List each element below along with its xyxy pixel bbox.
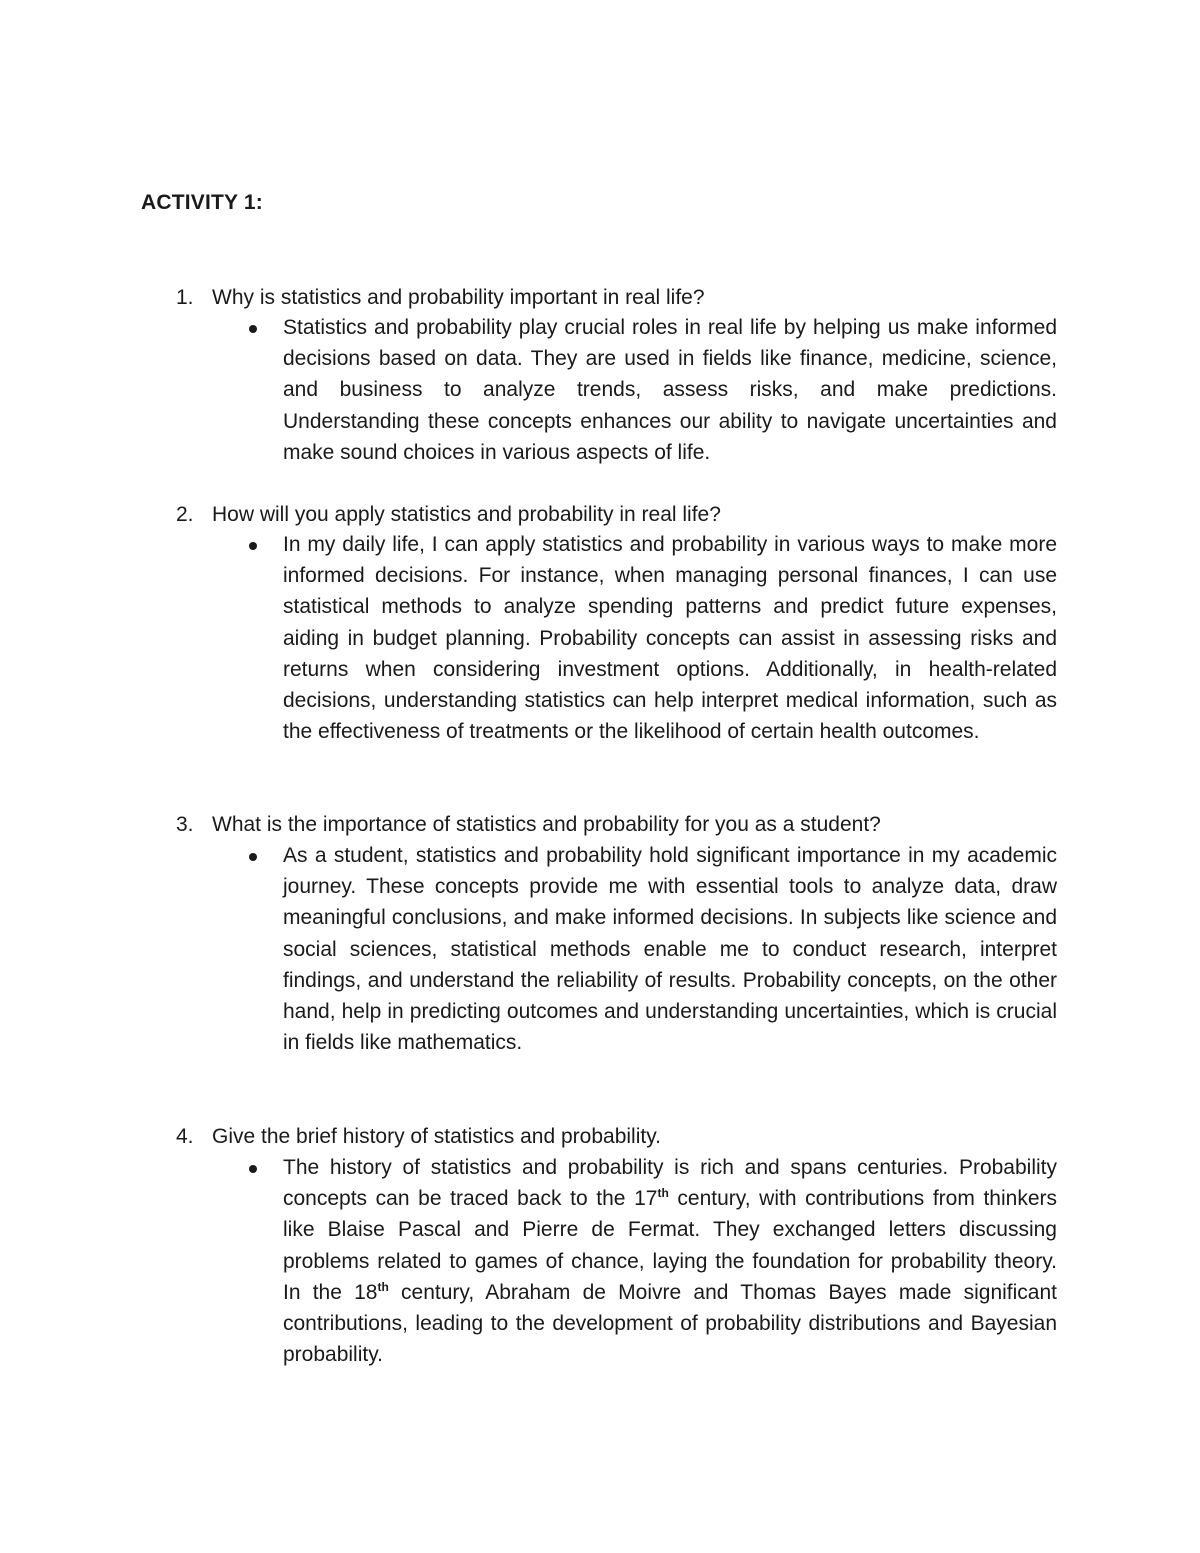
answer-text: In my daily life, I can apply statistics and probability in various ways to make more informed decisions. For instance, when managing personal finances, I can use statistical methods to analyze spending patterns and predict future expenses, aiding in budget planning. Probability concepts can assist in assessing risks and returns when considering investment options. Additionally, in health-related decisions, understanding statistics can help interpret medical information, such as the effectiveness of treatments or the likelihood of certain health outcomes. bbox=[283, 533, 1057, 744]
bullet-icon bbox=[249, 1165, 257, 1173]
ordinal-suffix: th bbox=[377, 1279, 389, 1294]
bullet-icon bbox=[249, 853, 257, 861]
bullet-icon bbox=[249, 325, 257, 333]
answer-text-part: The history of statistics and probability is rich and spans centuries. Probability concepts can be traced back to the 17 bbox=[283, 1156, 1057, 1211]
question-text: Give the brief history of statistics and probability. bbox=[212, 1125, 661, 1148]
question-text: What is the importance of statistics and probability for you as a student? bbox=[212, 813, 881, 836]
question-4 bbox=[176, 1121, 1056, 1152]
answer-text: As a student, statistics and probability hold significant importance in my academic journey. These concepts provide me with essential tools to analyze data, draw meaningful conclusions, and make informed decisions. In subjects like science and social sciences, statistical methods enable me to conduct research, interpret findings, and understand the reliability of results. Probability concepts, on the other hand, help in predicting outcomes and understanding uncertainties, which is crucial in fields like mathematics. bbox=[283, 844, 1057, 1055]
answer-3 bbox=[249, 840, 1069, 1058]
question-text: Why is statistics and probability important in real life? bbox=[212, 286, 705, 309]
question-2 bbox=[176, 499, 1056, 530]
answer-1 bbox=[249, 312, 1069, 468]
answer-text-part: century, Abraham de Moivre and Thomas Bayes made significant contributions, leading to the development of probability distributions and Bayesian probability. bbox=[283, 1280, 1058, 1367]
question-number: 2. bbox=[176, 503, 194, 526]
question-text: How will you apply statistics and probability in real life? bbox=[212, 503, 721, 526]
question-3 bbox=[176, 809, 1056, 840]
answer-text-part: century, with contributions from thinkers like Blaise Pascal and Pierre de Fermat. They exchanged letters discussing problems related to games of chance, laying the foundation for probability theory. In the 18 bbox=[283, 1187, 1057, 1304]
page-title: ACTIVITY 1: bbox=[141, 191, 263, 214]
answer-4 bbox=[249, 1152, 1069, 1370]
question-number: 1. bbox=[176, 286, 194, 309]
question-1 bbox=[176, 282, 1056, 313]
ordinal-suffix: th bbox=[657, 1186, 669, 1201]
answer-text bbox=[283, 1152, 1057, 1370]
question-number: 3. bbox=[176, 813, 194, 836]
answer-text: Statistics and probability play crucial roles in real life by helping us make informed decisions based on data. They are used in fields like finance, medicine, science, and business to analyze trends, assess risks, and make predictions. Understanding these concepts enhances our ability to navigate uncertainties and make sound choices in various aspects of life. bbox=[283, 316, 1057, 464]
bullet-icon bbox=[249, 542, 257, 550]
answer-2 bbox=[249, 529, 1069, 747]
question-number: 4. bbox=[176, 1125, 194, 1148]
